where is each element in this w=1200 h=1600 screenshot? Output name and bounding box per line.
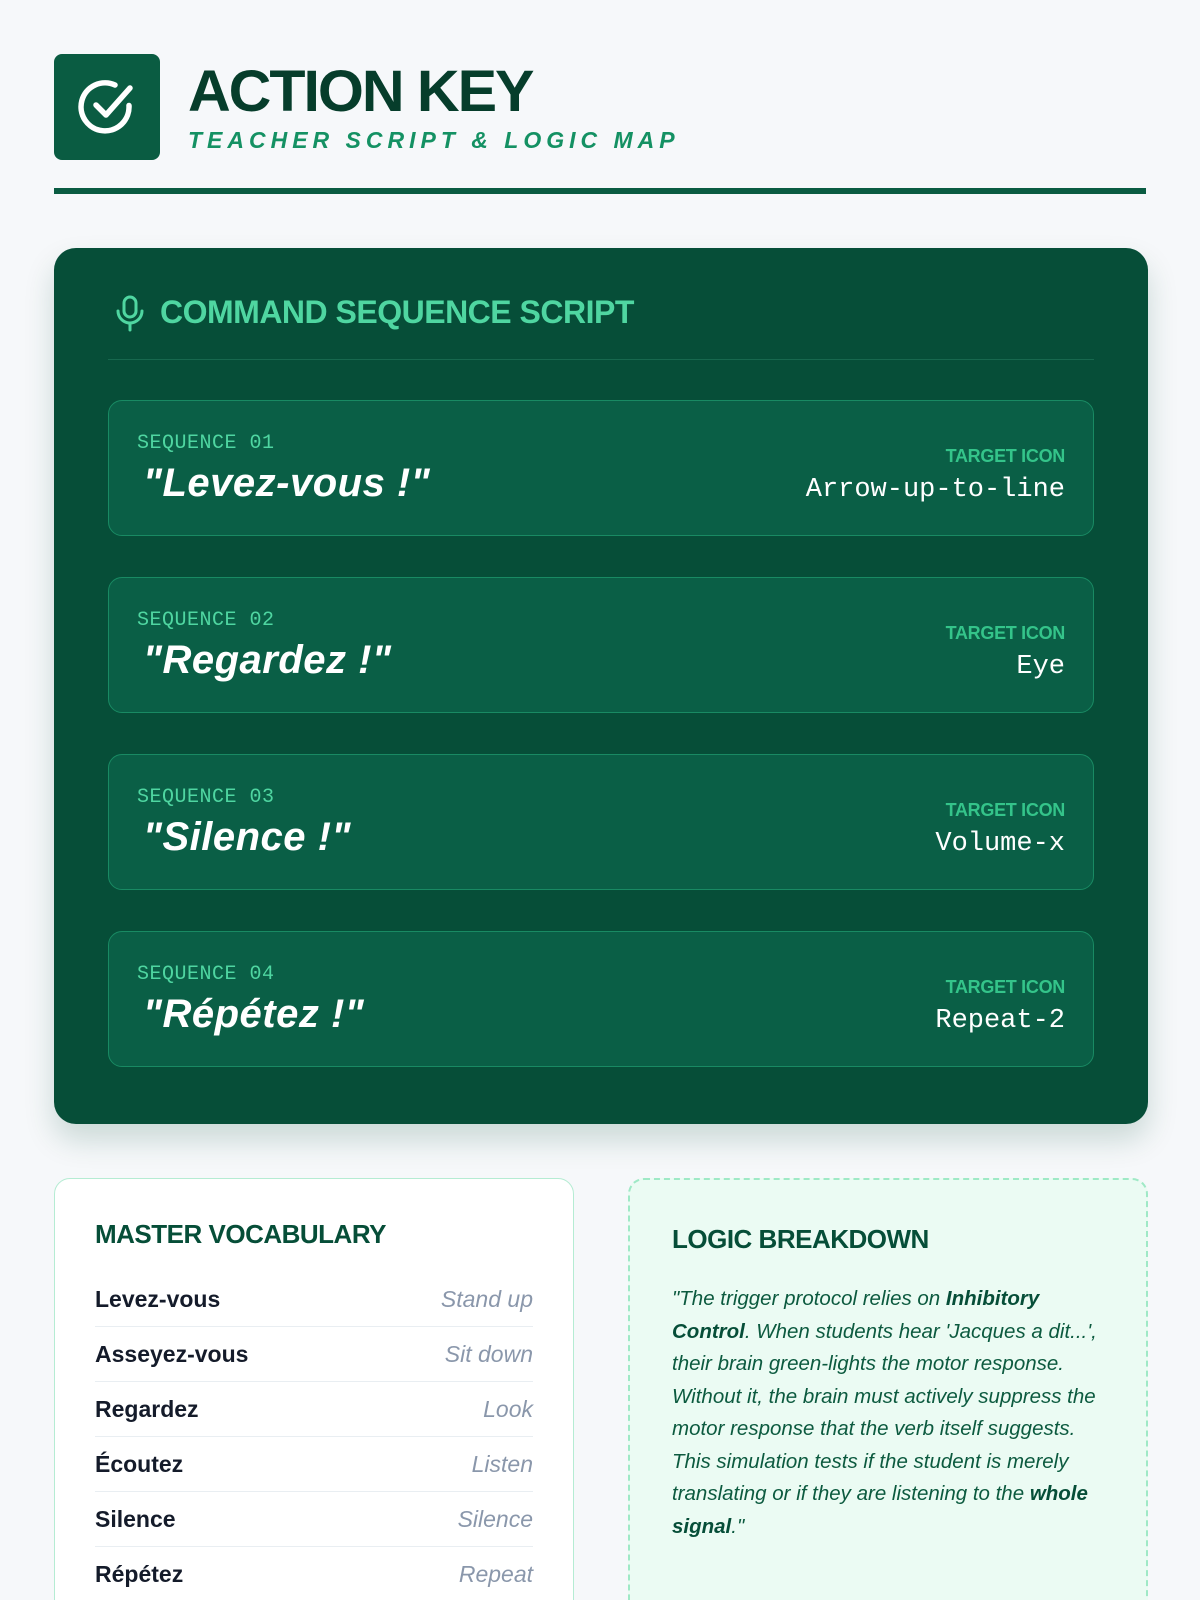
logic-emphasis: whole signal — [672, 1482, 1088, 1538]
logic-text-part: ." — [731, 1514, 745, 1538]
check-circle-icon — [75, 75, 139, 139]
sequence-phrase: "Levez-vous !" — [143, 461, 431, 505]
sequence-label: SEQUENCE 04 — [137, 963, 275, 986]
script-title: COMMAND SEQUENCE SCRIPT — [160, 294, 634, 330]
sequence-label: SEQUENCE 03 — [137, 786, 275, 809]
command-script-card — [54, 248, 1148, 1124]
vocabulary-term: Regardez — [95, 1395, 199, 1422]
sequence-list — [108, 400, 1094, 1067]
vocabulary-row — [95, 1327, 533, 1382]
vocabulary-row — [95, 1492, 533, 1547]
vocabulary-definition: Repeat — [458, 1560, 533, 1587]
logic-emphasis: Inhibitory Control — [672, 1287, 1040, 1343]
vocabulary-definition: Stand up — [440, 1285, 533, 1312]
header — [54, 54, 1146, 160]
header-divider — [54, 188, 1146, 194]
vocabulary-term: Asseyez-vous — [95, 1340, 249, 1367]
vocabulary-definition: Look — [483, 1395, 533, 1422]
target-icon-label: TARGET ICON — [945, 445, 1065, 466]
vocabulary-card — [54, 1178, 574, 1600]
sequence-label: SEQUENCE 02 — [137, 609, 275, 632]
logic-text-part: . When students hear 'Jacques a dit...', their brain green-lights the motor response. Without it, the brain must actively suppress the motor response that the verb itself suggests. This simulation tests if the student is merely translating or if they are listening to the — [672, 1319, 1097, 1505]
page-title: ACTION KEY — [188, 58, 533, 124]
sequence-phrase: "Répétez !" — [143, 992, 365, 1036]
sequence-item-04 — [108, 931, 1094, 1067]
vocabulary-term: Écoutez — [95, 1450, 184, 1477]
logic-text-part: "The trigger protocol relies on — [672, 1287, 946, 1310]
sequence-label: SEQUENCE 01 — [137, 432, 275, 455]
target-icon-value: Eye — [1016, 651, 1065, 682]
target-icon-label: TARGET ICON — [945, 799, 1065, 820]
script-header — [108, 248, 1094, 360]
target-icon-value: Arrow-up-to-line — [805, 474, 1065, 505]
vocabulary-definition: Listen — [471, 1450, 533, 1477]
vocabulary-term: Silence — [95, 1505, 176, 1532]
vocabulary-row — [95, 1437, 533, 1492]
target-icon-value: Repeat-2 — [935, 1005, 1065, 1036]
vocabulary-row — [95, 1382, 533, 1437]
vocabulary-list — [95, 1272, 533, 1600]
sequence-item-02 — [108, 577, 1094, 713]
sequence-item-01 — [108, 400, 1094, 536]
target-icon-label: TARGET ICON — [945, 622, 1065, 643]
target-icon-label: TARGET ICON — [945, 976, 1065, 997]
sequence-phrase: "Silence !" — [143, 815, 351, 859]
vocabulary-term: Répétez — [95, 1560, 184, 1587]
title-group — [188, 58, 680, 153]
vocabulary-definition: Silence — [457, 1505, 533, 1532]
logic-breakdown-card — [628, 1178, 1148, 1600]
sequence-phrase: "Regardez !" — [143, 638, 392, 682]
vocabulary-title: MASTER VOCABULARY — [95, 1219, 386, 1249]
vocabulary-row — [95, 1272, 533, 1327]
sequence-item-03 — [108, 754, 1094, 890]
vocabulary-term: Levez-vous — [95, 1285, 221, 1312]
vocabulary-row — [95, 1547, 533, 1600]
vocabulary-definition: Sit down — [444, 1340, 533, 1367]
microphone-icon — [110, 293, 150, 333]
bottom-panels — [54, 1178, 1148, 1600]
target-icon-value: Volume-x — [935, 828, 1065, 859]
logic-title: LOGIC BREAKDOWN — [672, 1224, 929, 1254]
logic-paragraph — [672, 1283, 1106, 1543]
logo — [54, 54, 160, 160]
page-subtitle: TEACHER SCRIPT & LOGIC MAP — [188, 126, 680, 153]
